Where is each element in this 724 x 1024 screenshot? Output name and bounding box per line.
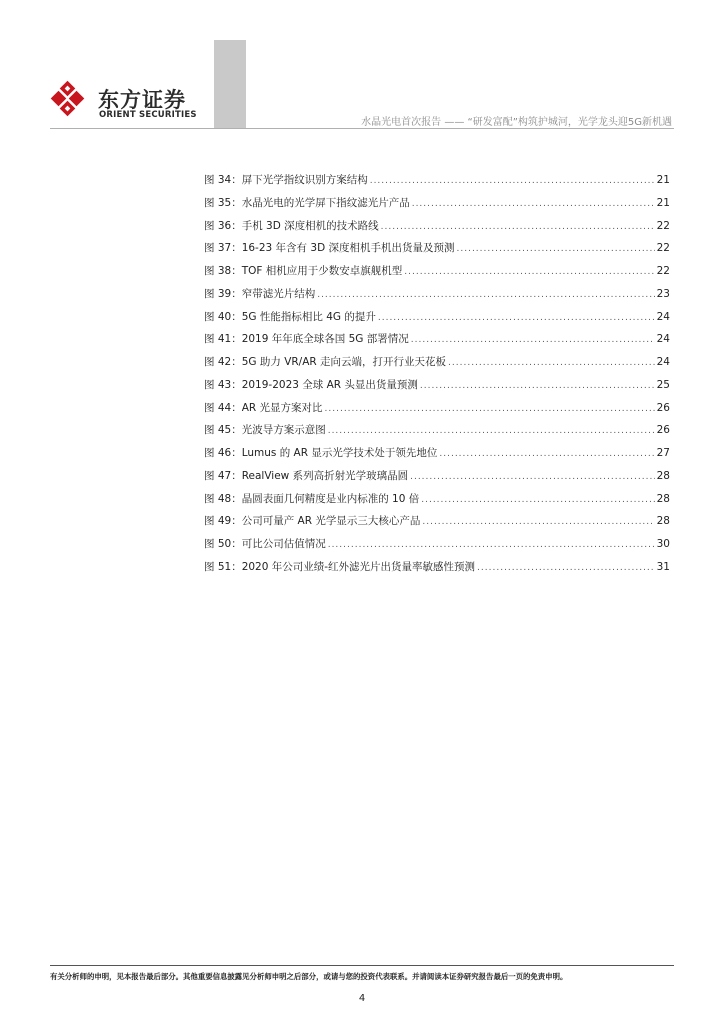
toc-entry-page: 23: [656, 287, 670, 300]
toc-entry[interactable]: [204, 468, 670, 491]
toc-entry[interactable]: [204, 513, 670, 536]
toc-entry-label: 图 45：光波导方案示意图: [204, 424, 326, 437]
toc-leader-dots: [420, 381, 655, 391]
toc-entry-label: 图 47：RealView 系列高折射光学玻璃晶圆: [204, 469, 409, 482]
footer-divider: [50, 965, 674, 966]
toc-leader-dots: [411, 335, 655, 345]
toc-leader-dots: [477, 563, 655, 573]
toc-entry-page: 24: [656, 356, 670, 368]
toc-entry-page: 25: [656, 378, 670, 391]
toc-leader-dots: [317, 290, 654, 300]
header-divider: [50, 128, 674, 129]
toc-entry-page: 24: [656, 310, 670, 323]
toc-entry[interactable]: [204, 218, 670, 241]
toc-entry-page: 28: [656, 515, 670, 528]
toc-leader-dots: [422, 517, 654, 527]
toc-entry-label: 图 48：晶圆表面几何精度是业内标准的 10 倍: [204, 492, 420, 505]
toc-leader-dots: [325, 404, 655, 414]
toc-entry-label: 图 35：水晶光电的光学屏下指纹滤光片产品: [204, 196, 410, 209]
toc-entry-label: 图 49：公司可量产 AR 光学显示三大核心产品: [204, 515, 421, 528]
toc-entry-label: 图 43：2019-2023 全球 AR 头显出货量预测: [204, 378, 418, 391]
toc-entry[interactable]: [204, 286, 670, 309]
toc-entry-page: 22: [656, 265, 670, 277]
toc-entry-label: 图 37：16-23 年含有 3D 深度相机手机出货量及预测: [204, 242, 455, 255]
toc-entry-page: 26: [656, 424, 670, 437]
logo-english-name: ORIENT SECURITIES: [99, 110, 197, 120]
toc-leader-dots: [410, 472, 655, 482]
toc-entry-label: 图 42：5G 助力 VR/AR 走向云端，打开行业天花板: [204, 356, 447, 368]
toc-entry[interactable]: [204, 240, 670, 263]
toc-entry-page: 21: [656, 174, 670, 186]
toc-entry[interactable]: [204, 536, 670, 559]
toc-entry[interactable]: [204, 263, 670, 286]
toc-entry-label: 图 44：AR 光显方案对比: [204, 401, 323, 414]
toc-entry-page: 27: [656, 447, 670, 459]
toc-entry[interactable]: [204, 377, 670, 400]
toc-entry-page: 22: [656, 242, 670, 255]
figure-index: [204, 172, 670, 582]
toc-entry-label: 图 39：窄带滤光片结构: [204, 287, 316, 300]
page-number: 4: [358, 993, 366, 1004]
toc-entry[interactable]: [204, 400, 670, 423]
toc-entry-page: 22: [656, 219, 670, 232]
logo-chinese-name: 东方证券: [98, 88, 186, 112]
toc-entry-label: 图 50：可比公司估值情况: [204, 538, 326, 550]
toc-leader-dots: [439, 449, 654, 459]
toc-entry-label: 图 34：屏下光学指纹识别方案结构: [204, 174, 368, 186]
toc-entry-label: 图 36：手机 3D 深度相机的技术路线: [204, 219, 379, 232]
toc-entry-page: 24: [656, 333, 670, 346]
toc-entry[interactable]: [204, 422, 670, 445]
company-logo: [50, 80, 210, 124]
toc-leader-dots: [328, 540, 655, 550]
toc-entry-label: 图 41：2019 年年底全球各国 5G 部署情况: [204, 333, 409, 346]
toc-entry[interactable]: [204, 559, 670, 582]
toc-leader-dots: [457, 244, 655, 254]
toc-entry[interactable]: [204, 491, 670, 514]
toc-entry-page: 28: [656, 492, 670, 505]
toc-leader-dots: [412, 199, 655, 209]
toc-entry-label: 图 51：2020 年公司业绩-红外滤光片出货量率敏感性预测: [204, 560, 476, 573]
toc-entry[interactable]: [204, 331, 670, 354]
toc-leader-dots: [378, 313, 655, 323]
toc-leader-dots: [421, 495, 654, 505]
toc-entry[interactable]: [204, 309, 670, 332]
toc-leader-dots: [448, 358, 655, 368]
toc-entry-page: 26: [656, 401, 670, 414]
toc-entry-label: 图 46：Lumus 的 AR 显示光学技术处于领先地位: [204, 447, 438, 459]
toc-leader-dots: [328, 426, 655, 436]
footer-disclaimer: 有关分析师的申明，见本报告最后部分。其他重要信息披露见分析师申明之后部分，或请与您的投资代表联系。并请阅读本证券研究报告最后一页的免责申明。: [50, 972, 568, 981]
toc-entry-page: 28: [656, 469, 670, 482]
toc-entry-page: 21: [656, 196, 670, 209]
toc-entry-label: 图 38：TOF 相机应用于少数安卓旗舰机型: [204, 265, 403, 277]
header-gray-block: [214, 40, 246, 128]
toc-entry[interactable]: [204, 354, 670, 377]
toc-leader-dots: [370, 176, 655, 186]
report-title: 水晶光电首次报告 —— “研发富配”构筑护城河，光学龙头迎5G新机遇: [361, 117, 672, 128]
toc-entry[interactable]: [204, 195, 670, 218]
toc-entry-label: 图 40：5G 性能指标相比 4G 的提升: [204, 310, 376, 323]
toc-leader-dots: [381, 222, 655, 232]
toc-leader-dots: [404, 267, 654, 277]
toc-entry-page: 30: [656, 538, 670, 550]
orient-securities-logo-icon: [50, 80, 94, 124]
toc-entry[interactable]: [204, 172, 670, 195]
toc-entry[interactable]: [204, 445, 670, 468]
toc-entry-page: 31: [656, 560, 670, 573]
